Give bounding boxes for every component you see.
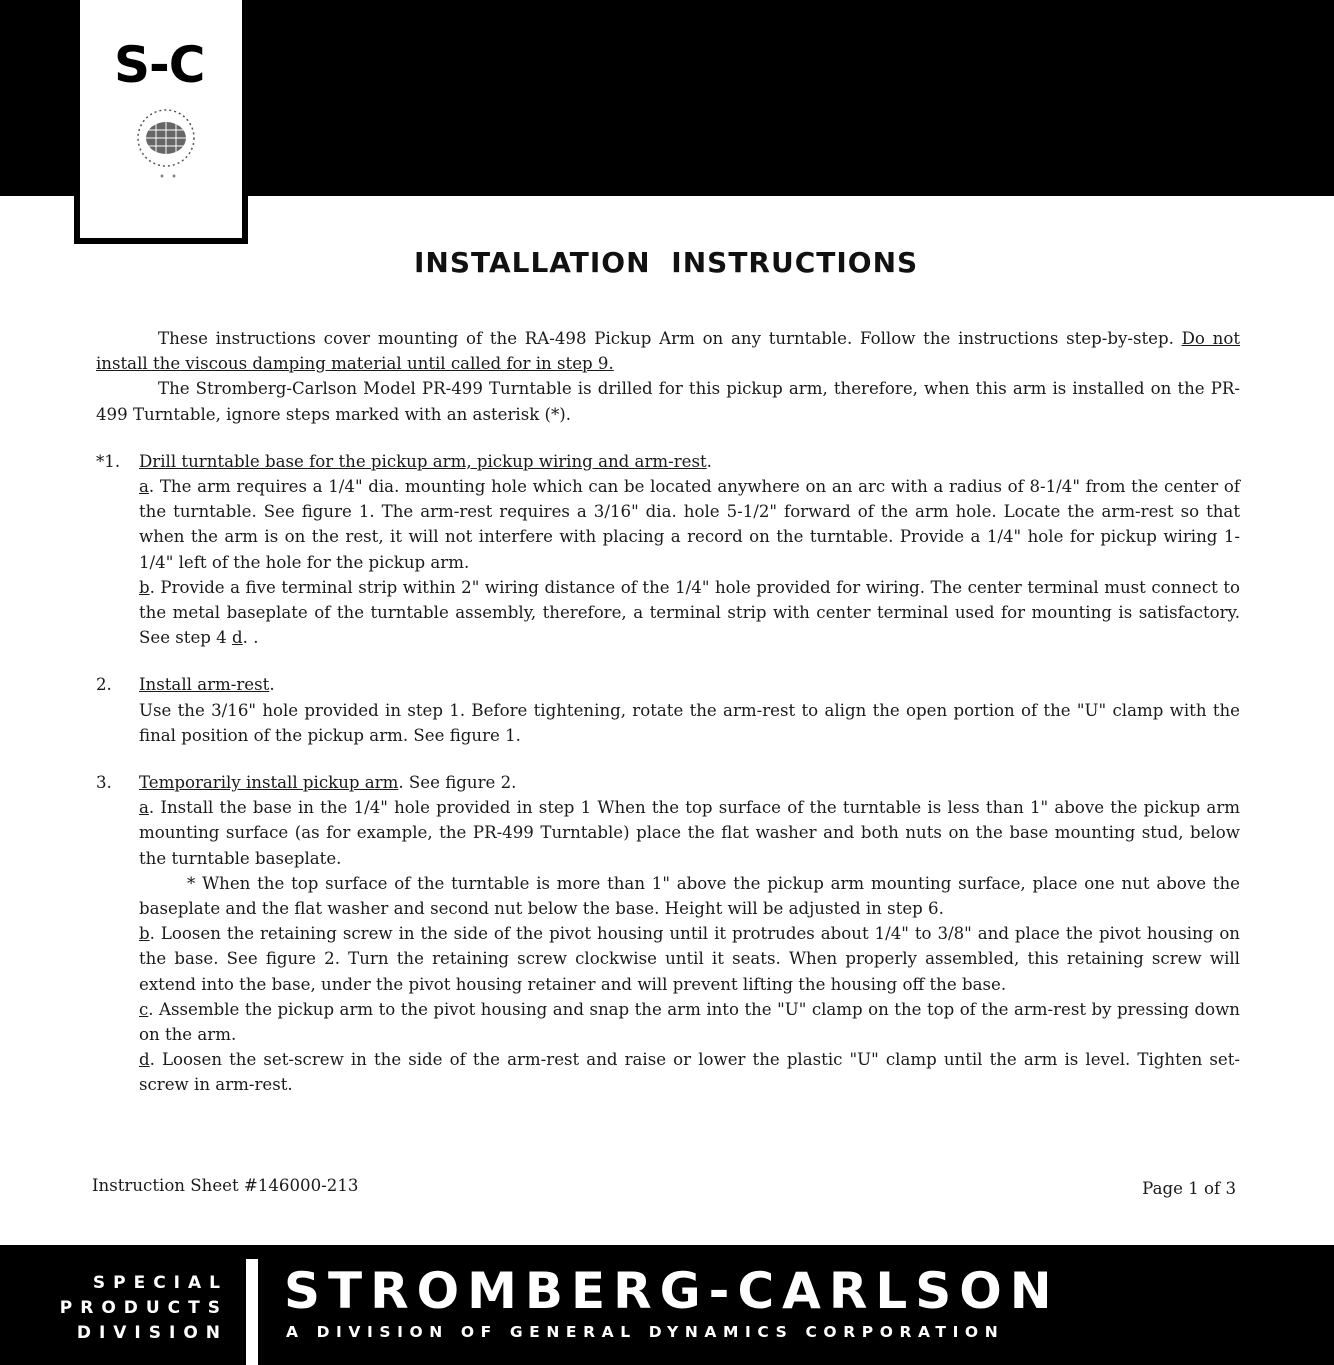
- step-3b: [139, 921, 1240, 997]
- banner-line-1: SPECIAL: [92, 1273, 228, 1293]
- step-1a: [139, 474, 1240, 575]
- step-1-heading: [96, 449, 1240, 474]
- brand-division: A DIVISION OF GENERAL DYNAMICS CORPORATION: [286, 1323, 1005, 1341]
- instruction-sheet-number: Instruction Sheet #146000-213: [92, 1176, 359, 1195]
- step-2-heading: [96, 672, 1240, 697]
- banner-line-3: DIVISION: [76, 1323, 228, 1343]
- step-3d-label: d: [139, 1050, 150, 1070]
- step-3-number: 3.: [96, 773, 112, 793]
- step-3a-label: a: [139, 798, 149, 818]
- step-3a: [139, 795, 1240, 871]
- intro-text: These instructions cover mounting of the RA-498 Pickup Arm on any turntable. Follow the instructions step-by-step.: [158, 329, 1182, 348]
- intro-warning: Do not install the viscous damping material until called for in step 9.: [96, 329, 1240, 374]
- special-products-division: [36, 1271, 228, 1346]
- page-number: Page 1 of 3: [1142, 1179, 1236, 1198]
- step-1a-text: . The arm requires a 1/4" dia. mounting hole which can be located anywhere on an arc with a radius of 8-1/4" from the center of the turntable. See figure 1. The arm-rest requires a 3/16" dia. hole 5-1/2" forward of the arm hole. Locate the arm-rest so that when the arm is on the rest, it will not interfere with placing a record on the turntable. Provide a 1/4" hole for pickup wiring 1-1/4" left of the hole for the pickup arm.: [139, 477, 1240, 572]
- banner-line-2: PRODUCTS: [59, 1298, 228, 1318]
- instructions-body: [96, 326, 1240, 1098]
- step-2: [96, 672, 1240, 748]
- step-1b: [139, 575, 1240, 651]
- step-2-title-end: .: [269, 675, 275, 695]
- page-title: INSTALLATION INSTRUCTIONS: [414, 246, 919, 279]
- brand-name: STROMBERG-CARLSON: [284, 1262, 1060, 1320]
- step-1: [96, 449, 1240, 651]
- step-1b-label: b: [139, 577, 150, 597]
- brand-banner: [0, 1245, 1334, 1365]
- step-3-body: [96, 795, 1240, 1097]
- step-1b-ref: d: [232, 628, 243, 648]
- step-2-number: 2.: [96, 675, 112, 695]
- logo: [74, 0, 248, 244]
- step-1-number: *1.: [96, 451, 121, 471]
- step-3-heading: [96, 770, 1240, 795]
- step-3b-text: . Loosen the retaining screw in the side of the pivot housing until it protrudes about 1/4" to 3/8" and place the pivot housing on the base. See figure 2. Turn the retaining screw clockwise until it seats. When properly assembled, this retaining screw will extend into the base, under the pivot housing retainer and will prevent lifting the housing off the base.: [139, 924, 1240, 994]
- step-1a-label: a: [139, 477, 149, 497]
- intro-paragraph-2: The Stromberg-Carlson Model PR-499 Turntable is drilled for this pickup arm, therefore, when this arm is installed on the PR-499 Turntable, ignore steps marked with an asterisk (*).: [96, 379, 1240, 424]
- step-1-title: Drill turntable base for the pickup arm, pickup wiring and arm-rest: [139, 451, 707, 471]
- globe-icon: [134, 104, 198, 184]
- step-3b-label: b: [139, 924, 150, 944]
- step-3a-text: . Install the base in the 1/4" hole provided in step 1 When the top surface of the turntable is less than 1" above the pickup arm mounting surface (as for example, the PR-499 Turntable) place the flat washer and both nuts on the base mounting stud, below the turntable baseplate.: [139, 798, 1240, 868]
- step-1b-end: . .: [242, 628, 259, 648]
- intro-paragraph-1: [96, 326, 1240, 376]
- logo-text: S-C: [114, 36, 205, 94]
- step-3-title: Temporarily install pickup arm: [139, 773, 399, 793]
- step-3c-text: . Assemble the pickup arm to the pivot housing and snap the arm into the "U" clamp on the top of the arm-rest by pressing down on the arm.: [139, 999, 1240, 1045]
- step-3: [96, 770, 1240, 1098]
- step-2-title: Install arm-rest: [139, 675, 270, 695]
- step-1b-text: . Provide a five terminal strip within 2" wiring distance of the 1/4" hole provided for wiring. The center terminal must connect to the metal baseplate of the turntable assembly, therefore, a terminal strip with center terminal used for mounting is satisfactory. See step 4: [139, 577, 1240, 648]
- step-3d-text: . Loosen the set-screw in the side of the arm-rest and raise or lower the plastic "U" clamp until the arm is level. Tighten set-screw in arm-rest.: [139, 1050, 1240, 1095]
- step-3c-label: c: [139, 999, 149, 1019]
- banner-divider: [246, 1259, 258, 1365]
- step-3-note: * When the top surface of the turntable is more than 1" above the pickup arm mounting surface, place one nut above the baseplate and the flat washer and second nut below the base. Height will be adjusted in step 6.: [139, 873, 1240, 919]
- step-3c: [139, 997, 1240, 1047]
- step-1-body: [96, 474, 1240, 650]
- step-3-title-end: . See figure 2.: [398, 773, 517, 793]
- step-3d: [139, 1047, 1240, 1097]
- step-2-text: Use the 3/16" hole provided in step 1. Before tightening, rotate the arm-rest to align the open portion of the "U" clamp with the final position of the pickup arm. See figure 1.: [139, 700, 1240, 745]
- step-1-title-end: .: [706, 451, 712, 471]
